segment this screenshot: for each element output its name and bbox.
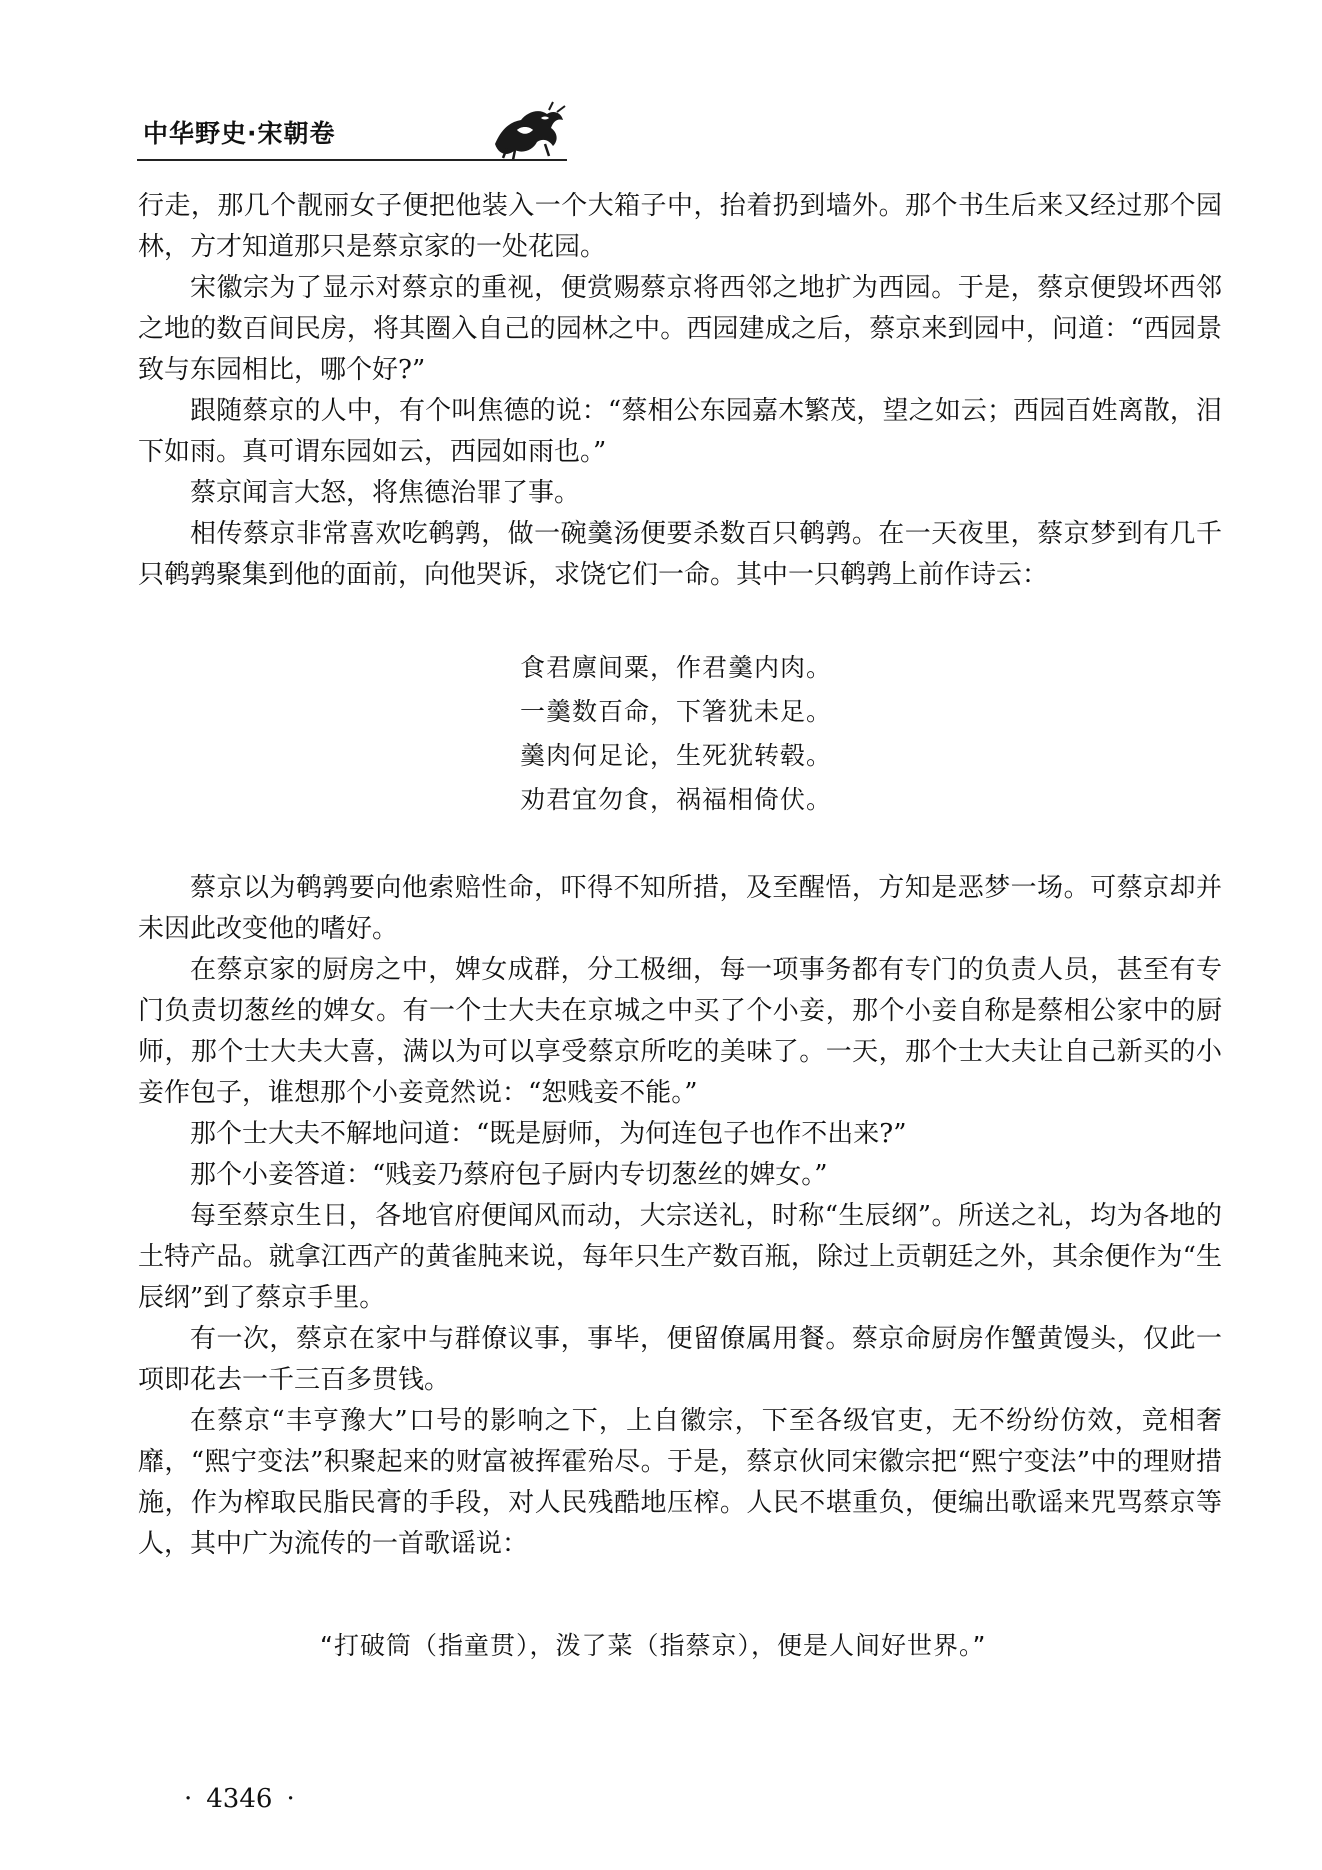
paragraph: 有一次，蔡京在家中与群僚议事，事毕，便留僚属用餐。蔡京命厨房作蟹黄馒头，仅此一项即花去一千三百多贯钱。 [138, 1324, 1222, 1395]
paragraph: 行走，那几个靓丽女子便把他装入一个大箱子中，抬着扔到墙外。那个书生后来又经过那个园林，方才知道那只是蔡京家的一处花园。 [138, 191, 1222, 262]
paragraph: 在蔡京家的厨房之中，婢女成群，分工极细，每一项事务都有专门的负责人员，甚至有专门负责切葱丝的婢女。有一个士大夫在京城之中买了个小妾，那个小妾自称是蔡相公家中的厨师，那个士大夫大喜，满以为可以享受蔡京所吃的美味了。一天，那个士大夫让自己新买的小妾作包子，谁想那个小妾竟然说：“恕贱妾不能。” [138, 955, 1222, 1108]
poem-line: 食君廪间粟，作君羹内肉。 [520, 653, 833, 682]
paragraph: 相传蔡京非常喜欢吃鹌鹑，做一碗羹汤便要杀数百只鹌鹑。在一天夜里，蔡京梦到有几千只鹌鹑聚集到他的面前，向他哭诉，求饶它们一命。其中一只鹌鹑上前作诗云： [138, 519, 1222, 590]
page-number-value: 4346 [206, 1784, 273, 1814]
paragraph: 跟随蔡京的人中，有个叫焦德的说：“蔡相公东园嘉木繁茂，望之如云；西园百姓离散，泪下如雨。真可谓东园如云，西园如雨也。” [138, 396, 1222, 467]
paragraph: 那个士大夫不解地问道：“既是厨师，为何连包子也作不出来?” [190, 1119, 907, 1149]
poem-line: 一羹数百命，下箸犹未足。 [520, 697, 833, 726]
page-number-dot: · [286, 1784, 295, 1814]
header-divider [137, 159, 567, 161]
paragraph: 蔡京闻言大怒，将焦德治罪了事。 [190, 478, 581, 508]
page-number [170, 1784, 309, 1814]
paragraph: 每至蔡京生日，各地官府便闻风而动，大宗送礼，时称“生辰纲”。所送之礼，均为各地的土特产品。就拿江西产的黄雀肫来说，每年只生产数百瓶，除过上贡朝廷之外，其余便作为“生辰纲”到了蔡京手里。 [138, 1201, 1222, 1313]
book-title: 中华野史·宋朝卷 [143, 119, 336, 148]
ballad-quote: “打破筒（指童贯），泼了菜（指蔡京），便是人间好世界。” [320, 1631, 987, 1660]
main-text-bottom [138, 868, 1222, 1565]
poem-line: 羹肉何足论，生死犹转毂。 [520, 741, 833, 770]
running-header [137, 100, 567, 170]
poem-line: 劝君宜勿食，祸福相倚伏。 [520, 785, 833, 814]
page-number-dot: · [184, 1784, 193, 1814]
paragraph: 那个小妾答道：“贱妾乃蔡府包子厨内专切葱丝的婢女。” [190, 1160, 828, 1190]
paragraph: 在蔡京“丰亨豫大”口号的影响之下，上自徽宗，下至各级官吏，无不纷纷仿效，竞相奢靡，“熙宁变法”积聚起来的财富被挥霍殆尽。于是，蔡京伙同宋徽宗把“熙宁变法”中的理财措施，作为榨取民脂民膏的手段，对人民残酷地压榨。人民不堪重负，便编出歌谣来咒骂蔡京等人，其中广为流传的一首歌谣说： [138, 1406, 1222, 1559]
quail-poem [520, 646, 940, 822]
dragon-emblem-icon [487, 100, 569, 162]
paragraph: 蔡京以为鹌鹑要向他索赔性命，吓得不知所措，及至醒悟，方知是恶梦一场。可蔡京却并未因此改变他的嗜好。 [138, 873, 1222, 944]
main-text-top [138, 186, 1222, 596]
paragraph: 宋徽宗为了显示对蔡京的重视，便赏赐蔡京将西邻之地扩为西园。于是，蔡京便毁坏西邻之地的数百间民房，将其圈入自己的园林之中。西园建成之后，蔡京来到园中，问道：“西园景致与东园相比，哪个好?” [138, 273, 1222, 385]
